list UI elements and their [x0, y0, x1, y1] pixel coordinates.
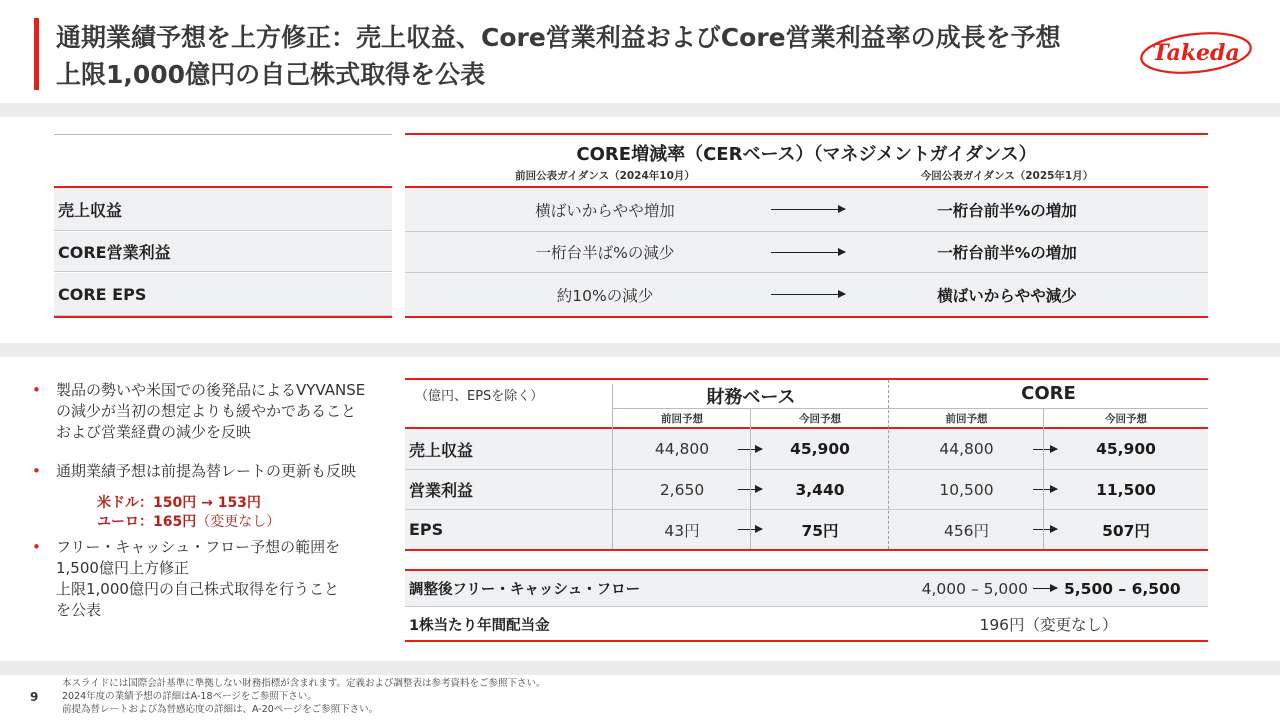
fx-eur-note: （変更なし） [196, 514, 281, 530]
column-separator [1043, 408, 1044, 549]
core-prev-value: 10,500 [939, 480, 994, 499]
financial-base-header: 財務ベース [706, 387, 796, 408]
guidance-title: CORE増減率（CERベース）（マネジメントガイダンス） [576, 144, 1037, 165]
dividend-row [405, 607, 1208, 641]
takeda-logo [1138, 28, 1254, 78]
footer-note: 本スライドには国際会計基準に準拠しない財務指標が含まれます。定義および調整表は参考資料をご参照下さい。 [62, 678, 546, 689]
guidance-prev-label: 前回公表ガイダンス（2024年10月） [515, 170, 695, 182]
forecast-row-label: EPS [409, 520, 444, 539]
fx-eur-value: ユーロ：165円 [97, 514, 197, 530]
fcf-label: 調整後フリー・キャッシュ・フロー [409, 582, 641, 598]
subheader-line [613, 408, 1208, 409]
arrow-right-icon [771, 252, 845, 253]
financial-curr-value: 45,900 [790, 440, 850, 458]
core-header: CORE [1021, 383, 1076, 404]
guidance-bottom-redline [405, 316, 1208, 318]
fcf-curr-value: 5,500 – 6,500 [1064, 579, 1181, 598]
core-curr-value: 507円 [1102, 521, 1150, 540]
divider-band-top [0, 103, 1280, 117]
page-title-line-2: 上限1,000億円の自己株式取得を公表 [56, 60, 486, 89]
financial-prev-value: 44,800 [654, 440, 710, 458]
bullet-text-line: • フリー・キャッシュ・フロー予想の範囲を [56, 538, 341, 556]
bullet-text-line: および営業経費の減少を反映 [56, 423, 252, 441]
page-title-line-1: 通期業績予想を上方修正：売上収益、Core営業利益およびCore営業利益率の成長を予想 [56, 23, 1061, 52]
bullet-item-vyvanse [30, 380, 390, 443]
forecast-row-label: 営業利益 [409, 481, 474, 500]
forecast-row [405, 470, 1208, 510]
footer-note: 前提為替レートおよび為替感応度の詳細は、A-20ページをご参照下さい。 [62, 704, 379, 715]
guidance-top-redline [405, 133, 1208, 135]
logo-text: Takeda [1152, 40, 1240, 66]
financial-curr-header: 今回予想 [799, 413, 841, 425]
footer-notes [62, 677, 545, 716]
divider-band-middle [0, 343, 1280, 357]
bullet-item-fx [30, 461, 390, 482]
guidance-row-label: CORE営業利益 [54, 232, 392, 272]
guidance-label-bottom-redline [54, 316, 392, 318]
financial-prev-value: 43円 [664, 521, 700, 540]
forecast-row [405, 510, 1208, 550]
bullet-text-line: • 通期業績予想は前提為替レートの更新も反映 [56, 462, 357, 480]
core-curr-value: 11,500 [1096, 480, 1156, 499]
guidance-row-label: 売上収益 [54, 188, 392, 231]
financial-curr-value: 75円 [801, 521, 839, 540]
arrow-right-icon [771, 209, 845, 210]
guidance-row [405, 273, 1208, 317]
fcf-prev-value: 4,000 – 5,000 [921, 579, 1028, 598]
dividend-value: 196円（変更なし） [979, 616, 1118, 634]
financial-prev-value: 2,650 [659, 480, 705, 499]
core-curr-value: 45,900 [1096, 440, 1156, 458]
guidance-prev-value: 約10%の減少 [556, 286, 654, 305]
fx-usd-rate: 米ドル：150円 → 153円 [97, 495, 261, 511]
forecast-row-label: 売上収益 [409, 440, 474, 460]
core-curr-header: 今回予想 [1105, 413, 1147, 425]
core-prev-value: 456円 [943, 521, 990, 540]
financial-curr-value: 3,440 [795, 480, 845, 499]
dividend-bottom-redline [405, 640, 1208, 642]
bullet-text-line: • 製品の勢いや米国での後発品によるVYVANSE [56, 381, 366, 399]
section-dashed-separator [888, 380, 889, 549]
bullet-item-fcf [30, 537, 390, 621]
fx-eur-rate [97, 511, 280, 531]
bullet-text-line: 上限1,000億円の自己株式取得を行うこと [56, 580, 339, 598]
forecast-row [405, 429, 1208, 470]
unit-note: （億円、EPSを除く） [415, 389, 544, 404]
guidance-prev-value: 一桁台半ば%の減少 [535, 244, 675, 262]
page-number: 9 [30, 690, 39, 704]
financial-prev-header: 前回予想 [661, 413, 703, 425]
arrow-right-icon [771, 294, 845, 295]
core-prev-header: 前回予想 [945, 413, 988, 425]
title-accent-bar [34, 18, 39, 90]
guidance-row [405, 232, 1208, 273]
footer-note: 2024年度の業績予想の詳細はA-18ページをご参照下さい。 [62, 691, 317, 702]
forecast-top-redline [405, 378, 1208, 380]
divider-band-bottom [0, 661, 1280, 675]
bullet-text-line: 1,500億円上方修正 [56, 559, 189, 577]
column-separator [612, 384, 613, 549]
guidance-curr-value: 一桁台前半%の増加 [937, 201, 1077, 220]
guidance-curr-value: 一桁台前半%の増加 [937, 244, 1077, 262]
guidance-left-top-line [54, 134, 392, 135]
guidance-curr-label: 今回公表ガイダンス（2025年1月） [920, 170, 1094, 182]
bullet-text-line: を公表 [56, 601, 102, 619]
fcf-row [405, 571, 1208, 607]
guidance-curr-value: 横ばいからやや減少 [937, 286, 1077, 305]
core-prev-value: 44,800 [939, 440, 994, 458]
arrow-right-icon [1033, 588, 1057, 589]
bullet-text-line: の減少が当初の想定よりも緩やかであること [56, 402, 357, 420]
guidance-row-label: CORE EPS [54, 273, 392, 316]
guidance-row [405, 188, 1208, 232]
forecast-mid-redline [405, 549, 1208, 551]
column-separator [750, 408, 751, 549]
guidance-prev-value: 横ばいからやや増加 [535, 201, 675, 220]
dividend-label: 1株当たり年間配当金 [409, 617, 550, 634]
